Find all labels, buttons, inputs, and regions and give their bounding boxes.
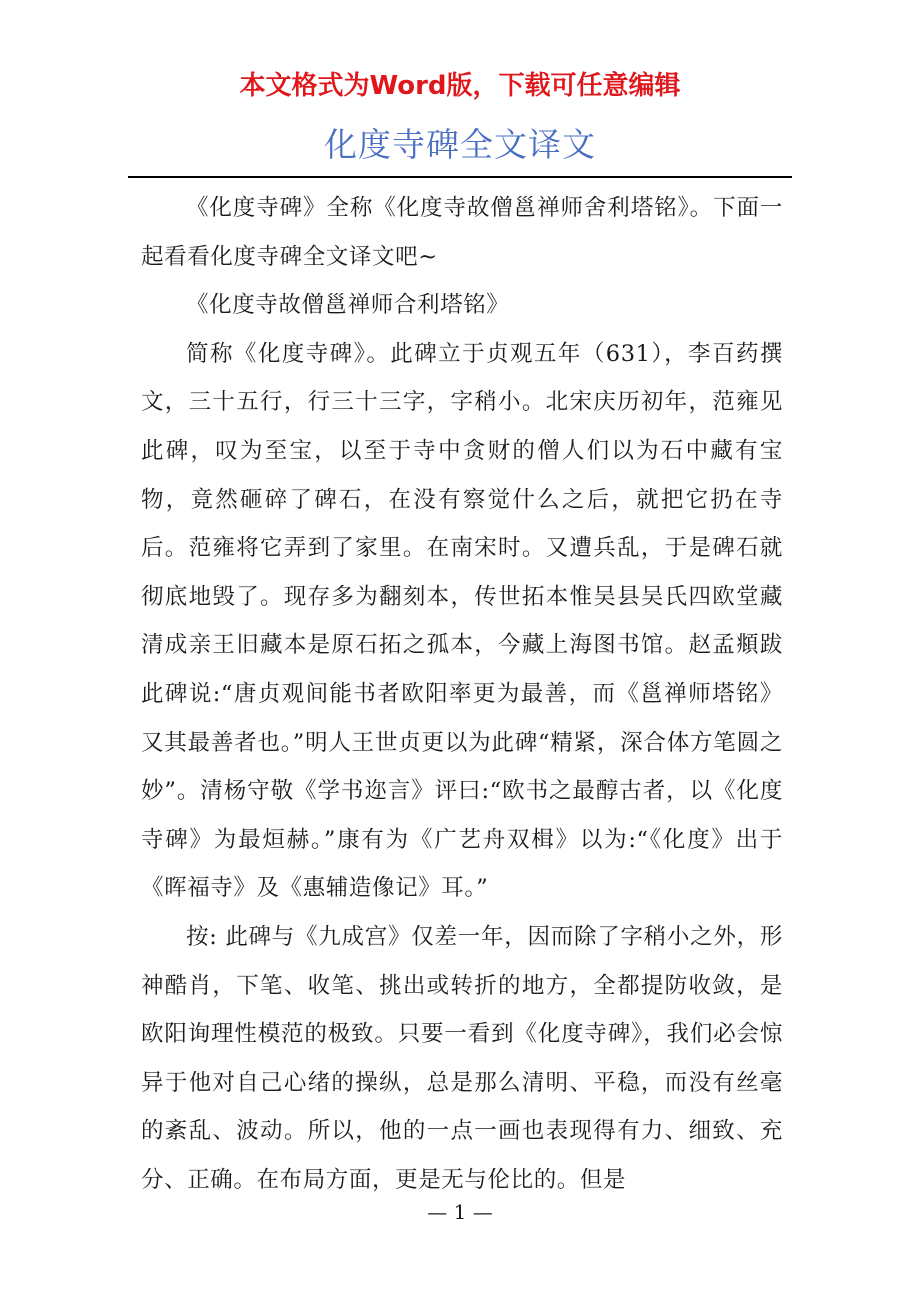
inscription-name-paragraph: 《化度寺故僧邕禅师合利塔铭》 (186, 292, 510, 319)
document-body (141, 184, 783, 1204)
document-title: 化度寺碑全文译文 (324, 125, 596, 164)
page-number: — 1 — (427, 1200, 493, 1224)
intro-paragraph: 《化度寺碑》全称《化度寺故僧邕禅师舍利塔铭》。下面一起看看化度寺碑全文译文吧~ (141, 195, 783, 270)
download-notice-banner: 本文格式为Word版，下载可任意编辑 (239, 71, 681, 101)
history-paragraph: 简称《化度寺碑》。此碑立于贞观五年（631），李百药撰文，三十五行，行三十三字，字稍小。北宋庆历初年，范雍见此碑，叹为至宝，以至于寺中贪财的僧人们以为石中藏有宝物，竟然砸碎了碑石，在没有察觉什么之后，就把它扔在寺后。范雍将它弄到了家里。在南宋时。又遭兵乱，于是碑石就彻底地毁了。现存多为翻刻本，传世拓本惟吴县吴氏四欧堂藏清成亲王旧藏本是原石拓之孤本，今藏上海图书馆。赵孟頫跋此碑说:“唐贞观间能书者欧阳率更为最善，而《邕禅师塔铭》又其最善者也。”明人王世贞更以为此碑“精紧，深合体方笔圆之妙”。清杨守敬《学书迩言》评曰:“欧书之最醇古者，以《化度寺碑》为最烜赫。”康有为《广艺舟双楫》以为:“《化度》出于《晖福寺》及《惠辅造像记》耳。” (141, 340, 783, 902)
title-divider (128, 176, 792, 178)
commentary-paragraph: 按: 此碑与《九成宫》仅差一年，因而除了字稍小之外，形神酷肖，下笔、收笔、挑出或转折的地方，全都提防收敛，是欧阳询理性模范的极致。只要一看到《化度寺碑》，我们必会惊异于他对自己心绪的操纵，总是那么清明、平稳，而没有丝毫的紊乱、波动。所以，他的一点一画也表现得有力、细致、充分、正确。在布局方面，更是无与伦比的。但是 (141, 923, 783, 1193)
